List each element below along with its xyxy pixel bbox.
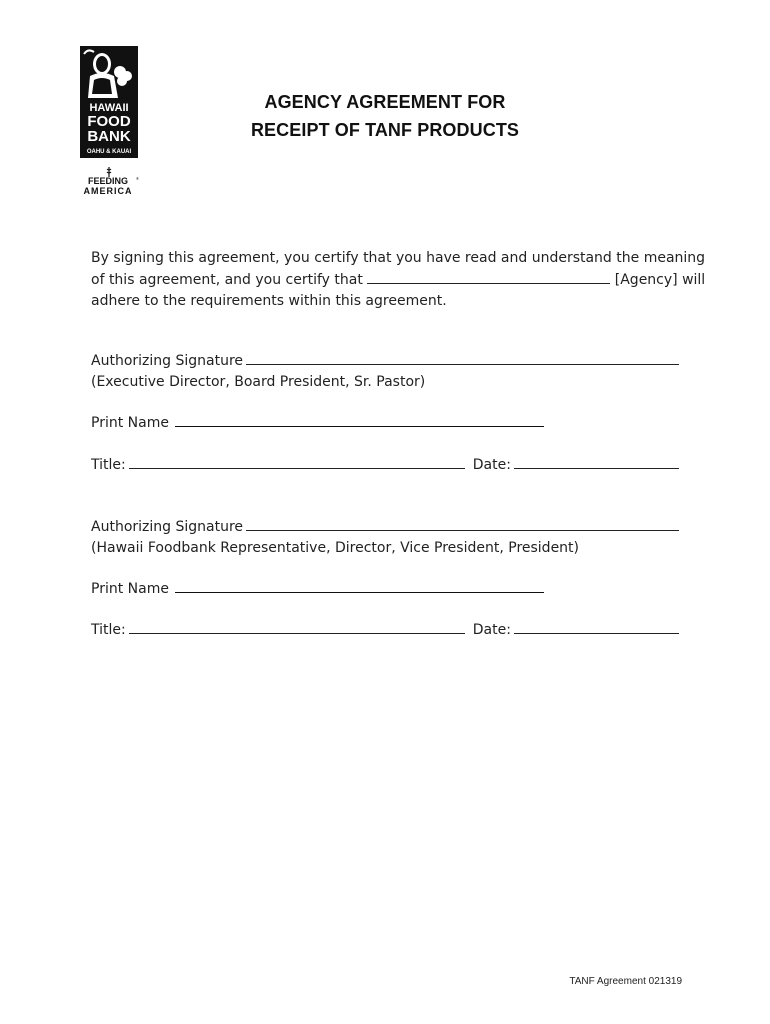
fa-logo-line-2: AMERICA [83, 186, 133, 196]
foodbank-signature-label: Authorizing Signature [91, 519, 244, 535]
agency-name-field[interactable] [367, 269, 610, 284]
agency-title-date-row [91, 454, 679, 475]
intro-line-2 [91, 269, 706, 291]
agency-signature-row [91, 350, 679, 371]
foodbank-date-field[interactable] [514, 619, 679, 634]
foodbank-signature-note: (Hawaii Foodbank Representative, Director, Vice President, President) [91, 540, 580, 556]
agency-date-label: Date: [472, 457, 511, 473]
hfb-logo-line-1: HAWAII [89, 102, 129, 114]
foodbank-print-name-label: Print Name [91, 581, 169, 597]
intro-paragraph [91, 248, 706, 312]
agency-title-label: Title: [91, 457, 126, 473]
foodbank-print-name-field[interactable] [175, 578, 544, 593]
agency-signature-field[interactable] [246, 350, 679, 365]
intro-line-2-text: of this agreement, and you certify that [91, 272, 363, 288]
foodbank-date-label: Date: [472, 622, 511, 638]
agency-signature-label: Authorizing Signature [91, 353, 244, 369]
agency-title-field[interactable] [129, 454, 465, 469]
foodbank-title-label: Title: [91, 622, 126, 638]
agency-print-name-label: Print Name [91, 415, 169, 431]
document-title-line-2: RECEIPT OF TANF PRODUCTS [250, 120, 520, 140]
foodbank-signature-field[interactable] [246, 516, 679, 531]
intro-line-3: adhere to the requirements within this agreement. [91, 293, 447, 309]
fa-logo-line-1: FEEDING [87, 176, 129, 186]
agency-print-name-field[interactable] [175, 412, 544, 427]
intro-line-2-suffix: [Agency] will [614, 272, 706, 288]
foodbank-signature-row [91, 516, 679, 537]
document-footer-code: TANF Agreement 021319 [569, 976, 682, 987]
agency-date-field[interactable] [514, 454, 679, 469]
foodbank-title-date-row [91, 619, 679, 640]
intro-line-1: By signing this agreement, you certify that you have read and understand the meaning [91, 250, 706, 266]
fa-registered-mark: ® [136, 176, 139, 181]
agency-signature-note: (Executive Director, Board President, Sr. Pastor) [91, 374, 426, 390]
hfb-logo-line-3: BANK [87, 128, 131, 145]
hfb-logo-line-2: FOOD [87, 113, 131, 130]
agency-print-name-row [91, 412, 544, 433]
foodbank-print-name-row [91, 578, 544, 599]
feeding-america-logo [78, 165, 140, 197]
document-title-line-1: AGENCY AGREEMENT FOR [264, 92, 506, 112]
hfb-logo-line-4: OAHU & KAUAI [86, 149, 132, 155]
foodbank-title-field[interactable] [129, 619, 465, 634]
